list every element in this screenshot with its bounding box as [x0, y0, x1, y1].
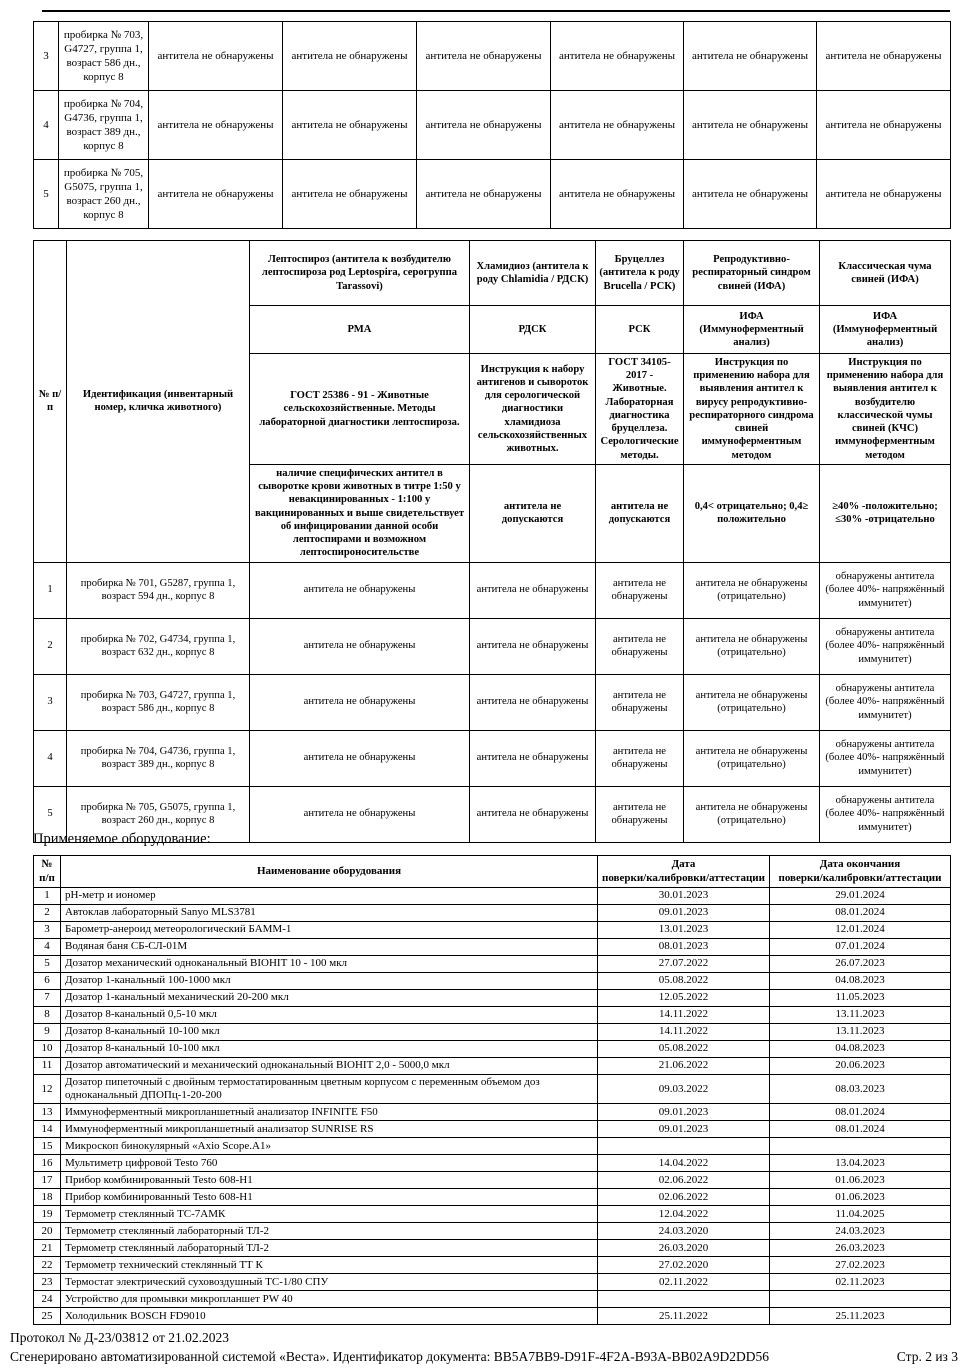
- equipment-number-cell: 19: [34, 1206, 61, 1223]
- method-header-ifa-prrs: ИФА (Иммуноферментный анализ): [684, 306, 820, 354]
- sample-result-row: [34, 730, 951, 786]
- equipment-date-verification-cell: 14.11.2022: [598, 1007, 770, 1024]
- equipment-row: [34, 1291, 951, 1308]
- equipment-number-cell: 9: [34, 1024, 61, 1041]
- equipment-number-cell: 11: [34, 1058, 61, 1075]
- csf-result-cell: обнаружены антитела (более 40%- напряжённый иммунитет): [820, 618, 951, 674]
- equipment-date-expiry-cell: 13.04.2023: [770, 1155, 951, 1172]
- equipment-name-cell: Автоклав лабораторный Sanyo MLS3781: [61, 905, 598, 922]
- equipment-name-cell: Дозатор механический одноканальный BIOHIT 10 - 100 мкл: [61, 956, 598, 973]
- animal-id-cell: пробирка № 705, G5075, группа 1, возраст 260 дн., корпус 8: [59, 160, 149, 229]
- equipment-date-verification-cell: 09.03.2022: [598, 1075, 770, 1104]
- page-cut-border: [42, 10, 950, 12]
- row-number-cell: 5: [34, 786, 67, 842]
- equipment-date-verification-cell: 14.04.2022: [598, 1155, 770, 1172]
- leptospirosis-result-cell: антитела не обнаружены: [250, 618, 470, 674]
- result-cell: антитела не обнаружены: [417, 22, 551, 91]
- equipment-name-cell: Термометр технический стеклянный ТТ К: [61, 1257, 598, 1274]
- row-number-cell: 3: [34, 22, 59, 91]
- equipment-table: [33, 855, 951, 1325]
- csf-result-cell: обнаружены антитела (более 40%- напряжённый иммунитет): [820, 730, 951, 786]
- standard-header-leptospirosis: ГОСТ 25386 - 91 - Животные сельскохозяйственные. Методы лабораторной диагностики лептоспироза.: [250, 354, 470, 465]
- equipment-number-cell: 20: [34, 1223, 61, 1240]
- result-cell: антитела не обнаружены: [283, 160, 417, 229]
- equipment-number-cell: 10: [34, 1041, 61, 1058]
- equipment-row: [34, 1041, 951, 1058]
- equipment-date-verification-cell: 12.04.2022: [598, 1206, 770, 1223]
- chlamydiosis-result-cell: антитела не обнаружены: [470, 674, 596, 730]
- equipment-number-cell: 17: [34, 1172, 61, 1189]
- equipment-date-expiry-cell: [770, 1291, 951, 1308]
- equipment-number-cell: 21: [34, 1240, 61, 1257]
- sample-result-row: [34, 618, 951, 674]
- equipment-number-cell: 13: [34, 1104, 61, 1121]
- equipment-row: [34, 1058, 951, 1075]
- equipment-name-cell: pH-метр и иономер: [61, 888, 598, 905]
- disease-header-prrs: Репродуктивно-респираторный синдром свиней (ИФА): [684, 241, 820, 306]
- equipment-date-expiry-cell: 11.05.2023: [770, 990, 951, 1007]
- equipment-name-cell: Дозатор автоматический и механический одноканальный BIOHIT 2,0 - 5000,0 мкл: [61, 1058, 598, 1075]
- equipment-row: [34, 922, 951, 939]
- result-cell: антитела не обнаружены: [684, 22, 817, 91]
- criteria-header-brucellosis: антитела не допускаются: [596, 464, 684, 562]
- result-row: [34, 91, 951, 160]
- equipment-name-cell: Термометр стеклянный ТС-7АМК: [61, 1206, 598, 1223]
- result-cell: антитела не обнаружены: [817, 160, 951, 229]
- equipment-name-cell: Дозатор пипеточный с двойным термостатированным цветным корпусом с переменным объемом доз одноканальный ДПОПц-1-20-200: [61, 1075, 598, 1104]
- method-header-rdsk: РДСК: [470, 306, 596, 354]
- equipment-date-expiry-cell: 01.06.2023: [770, 1172, 951, 1189]
- equipment-name-cell: Барометр-анероид метеорологический БАММ-1: [61, 922, 598, 939]
- equipment-name-cell: Прибор комбинированный Testo 608-H1: [61, 1172, 598, 1189]
- leptospirosis-result-cell: антитела не обнаружены: [250, 786, 470, 842]
- leptospirosis-result-cell: антитела не обнаружены: [250, 674, 470, 730]
- methods-table-body: [34, 562, 951, 842]
- equipment-row: [34, 1223, 951, 1240]
- equipment-date-verification-cell: 05.08.2022: [598, 1041, 770, 1058]
- criteria-header-prrs: 0,4< отрицательно; 0,4≥ положительно: [684, 464, 820, 562]
- chlamydiosis-result-cell: антитела не обнаружены: [470, 786, 596, 842]
- standard-header-csf: Инструкция по применению набора для выявления антител к возбудителю классической чумы свиней (КЧС) иммуноферментным методом: [820, 354, 951, 465]
- generated-by-text: Сгенерировано автоматизированной системой «Веста». Идентификатор документа: BB5A7BB9-D91F-4F2A-B93A-BB02A9D2DD56: [10, 1349, 770, 1364]
- equipment-name-cell: Дозатор 1-канальный 100-1000 мкл: [61, 973, 598, 990]
- brucellosis-result-cell: антитела не обнаружены: [596, 562, 684, 618]
- equipment-row: [34, 1024, 951, 1041]
- equipment-date-verification-cell: 09.01.2023: [598, 1104, 770, 1121]
- animal-id-cell: пробирка № 703, G4727, группа 1, возраст 586 дн., корпус 8: [59, 22, 149, 91]
- equipment-row: [34, 1206, 951, 1223]
- result-cell: антитела не обнаружены: [684, 160, 817, 229]
- header-row-number: № п/п: [34, 241, 67, 563]
- equipment-number-cell: 18: [34, 1189, 61, 1206]
- equipment-header-date-line1: Дата: [671, 858, 696, 871]
- result-cell: антитела не обнаружены: [551, 91, 684, 160]
- animal-id-cell: пробирка № 703, G4727, группа 1, возраст 586 дн., корпус 8: [67, 674, 250, 730]
- equipment-date-verification-cell: 24.03.2020: [598, 1223, 770, 1240]
- equipment-date-expiry-cell: 08.01.2024: [770, 905, 951, 922]
- continued-results-body: [34, 22, 951, 229]
- equipment-header-name: Наименование оборудования: [61, 856, 598, 888]
- row-number-cell: 5: [34, 160, 59, 229]
- equipment-number-cell: 6: [34, 973, 61, 990]
- sample-result-row: [34, 562, 951, 618]
- equipment-date-verification-cell: 21.06.2022: [598, 1058, 770, 1075]
- csf-result-cell: обнаружены антитела (более 40%- напряжённый иммунитет): [820, 674, 951, 730]
- equipment-number-cell: 15: [34, 1138, 61, 1155]
- equipment-date-verification-cell: 25.11.2022: [598, 1308, 770, 1325]
- animal-id-cell: пробирка № 704, G4736, группа 1, возраст 389 дн., корпус 8: [59, 91, 149, 160]
- equipment-header-date-verification: [598, 856, 770, 888]
- equipment-name-cell: Водяная баня СБ-СЛ-01М: [61, 939, 598, 956]
- equipment-row: [34, 990, 951, 1007]
- equipment-number-cell: 1: [34, 888, 61, 905]
- equipment-date-expiry-cell: 26.03.2023: [770, 1240, 951, 1257]
- leptospirosis-result-cell: антитела не обнаружены: [250, 730, 470, 786]
- footer-line: [10, 1349, 958, 1365]
- equipment-row: [34, 1104, 951, 1121]
- equipment-name-cell: Дозатор 1-канальный механический 20-200 мкл: [61, 990, 598, 1007]
- equipment-row: [34, 973, 951, 990]
- method-header-rma: РМА: [250, 306, 470, 354]
- animal-id-cell: пробирка № 701, G5287, группа 1, возраст 594 дн., корпус 8: [67, 562, 250, 618]
- csf-result-cell: обнаружены антитела (более 40%- напряжённый иммунитет): [820, 786, 951, 842]
- equipment-date-expiry-cell: 29.01.2024: [770, 888, 951, 905]
- test-methods-results-table: [33, 240, 951, 843]
- equipment-number-cell: 24: [34, 1291, 61, 1308]
- equipment-date-expiry-cell: 07.01.2024: [770, 939, 951, 956]
- equipment-name-cell: Мультиметр цифровой Testo 760: [61, 1155, 598, 1172]
- prrs-result-cell: антитела не обнаружены (отрицательно): [684, 618, 820, 674]
- equipment-row: [34, 1007, 951, 1024]
- sample-result-row: [34, 674, 951, 730]
- equipment-row: [34, 1308, 951, 1325]
- page-indicator: Стр. 2 из 3: [896, 1349, 958, 1364]
- chlamydiosis-result-cell: антитела не обнаружены: [470, 618, 596, 674]
- equipment-row: [34, 1155, 951, 1172]
- equipment-date-verification-cell: 14.11.2022: [598, 1024, 770, 1041]
- equipment-date-expiry-cell: 24.03.2023: [770, 1223, 951, 1240]
- equipment-header-expiry-line1: Дата окончания: [819, 858, 901, 871]
- equipment-name-cell: Термометр стеклянный лабораторный ТЛ-2: [61, 1223, 598, 1240]
- standard-header-chlamydiosis: Инструкция к набору антигенов и сывороток для серологической диагностики хламидиоза сельскохозяйственных животных.: [470, 354, 596, 465]
- method-header-rsk: РСК: [596, 306, 684, 354]
- equipment-date-verification-cell: 27.07.2022: [598, 956, 770, 973]
- equipment-name-cell: Термостат электрический суховоздушный ТС-1/80 СПУ: [61, 1274, 598, 1291]
- result-cell: антитела не обнаружены: [817, 91, 951, 160]
- result-cell: антитела не обнаружены: [417, 160, 551, 229]
- equipment-row: [34, 1172, 951, 1189]
- equipment-row: [34, 1138, 951, 1155]
- protocol-number: Протокол № Д-23/03812 от 21.02.2023: [10, 1330, 230, 1345]
- equipment-date-expiry-cell: 26.07.2023: [770, 956, 951, 973]
- continued-results-table: [33, 21, 951, 229]
- equipment-header-expiry-line2: поверки/калибровки/аттестации: [778, 871, 942, 884]
- criteria-header-csf: ≥40% -положительно; ≤30% -отрицательно: [820, 464, 951, 562]
- equipment-name-cell: Дозатор 8-канальный 10-100 мкл: [61, 1024, 598, 1041]
- result-row: [34, 22, 951, 91]
- methods-table-header: [34, 241, 951, 563]
- equipment-date-verification-cell: 02.06.2022: [598, 1189, 770, 1206]
- equipment-date-expiry-cell: [770, 1138, 951, 1155]
- disease-header-brucellosis: Бруцеллез (антитела к роду Brucella / РСК): [596, 241, 684, 306]
- equipment-date-expiry-cell: 02.11.2023: [770, 1274, 951, 1291]
- row-number-cell: 2: [34, 618, 67, 674]
- equipment-date-verification-cell: 27.02.2020: [598, 1257, 770, 1274]
- equipment-date-verification-cell: 05.08.2022: [598, 973, 770, 990]
- equipment-date-verification-cell: 08.01.2023: [598, 939, 770, 956]
- equipment-row: [34, 1121, 951, 1138]
- equipment-date-expiry-cell: 12.01.2024: [770, 922, 951, 939]
- equipment-name-cell: Иммуноферментный микропланшетный анализатор INFINITE F50: [61, 1104, 598, 1121]
- criteria-header-leptospirosis: наличие специфических антител в сыворотке крови животных в титре 1:50 у невакцинированных - 1:100 у вакцинированных и выше свидетельствует об инфицировании данной особи лептоспирами и возможном лептоспироносительстве: [250, 464, 470, 562]
- row-number-cell: 1: [34, 562, 67, 618]
- equipment-number-cell: 14: [34, 1121, 61, 1138]
- equipment-number-cell: 25: [34, 1308, 61, 1325]
- equipment-date-expiry-cell: 04.08.2023: [770, 1041, 951, 1058]
- equipment-number-cell: 5: [34, 956, 61, 973]
- result-cell: антитела не обнаружены: [684, 91, 817, 160]
- result-cell: антитела не обнаружены: [149, 22, 283, 91]
- leptospirosis-result-cell: антитела не обнаружены: [250, 562, 470, 618]
- equipment-name-cell: Микроскоп бинокулярный «Axio Scope.A1»: [61, 1138, 598, 1155]
- equipment-name-cell: Прибор комбинированный Testo 608-H1: [61, 1189, 598, 1206]
- equipment-date-expiry-cell: 08.03.2023: [770, 1075, 951, 1104]
- result-cell: антитела не обнаружены: [149, 91, 283, 160]
- standard-header-prrs: Инструкция по применению набора для выявления антител к вирусу репродуктивно-респираторного синдрома свиней иммуноферментным методом: [684, 354, 820, 465]
- brucellosis-result-cell: антитела не обнаружены: [596, 730, 684, 786]
- brucellosis-result-cell: антитела не обнаружены: [596, 674, 684, 730]
- prrs-result-cell: антитела не обнаружены (отрицательно): [684, 786, 820, 842]
- equipment-date-expiry-cell: 20.06.2023: [770, 1058, 951, 1075]
- equipment-number-cell: 3: [34, 922, 61, 939]
- result-cell: антитела не обнаружены: [149, 160, 283, 229]
- equipment-row: [34, 1240, 951, 1257]
- equipment-date-expiry-cell: 13.11.2023: [770, 1007, 951, 1024]
- result-cell: антитела не обнаружены: [817, 22, 951, 91]
- equipment-row: [34, 939, 951, 956]
- equipment-number-cell: 22: [34, 1257, 61, 1274]
- equipment-number-cell: 12: [34, 1075, 61, 1104]
- equipment-date-verification-cell: [598, 1291, 770, 1308]
- equipment-header-date-expiry: [770, 856, 951, 888]
- animal-id-cell: пробирка № 704, G4736, группа 1, возраст 389 дн., корпус 8: [67, 730, 250, 786]
- equipment-date-verification-cell: 02.06.2022: [598, 1172, 770, 1189]
- equipment-name-cell: Холодильник BOSCH FD9010: [61, 1308, 598, 1325]
- equipment-date-verification-cell: 13.01.2023: [598, 922, 770, 939]
- standard-header-brucellosis: ГОСТ 34105-2017 - Животные. Лабораторная диагностика бруцеллеза. Серологические методы.: [596, 354, 684, 465]
- animal-id-cell: пробирка № 702, G4734, группа 1, возраст 632 дн., корпус 8: [67, 618, 250, 674]
- equipment-name-cell: Дозатор 8-канальный 0,5-10 мкл: [61, 1007, 598, 1024]
- result-row: [34, 160, 951, 229]
- equipment-row: [34, 1257, 951, 1274]
- equipment-name-cell: Дозатор 8-канальный 10-100 мкл: [61, 1041, 598, 1058]
- result-cell: антитела не обнаружены: [417, 91, 551, 160]
- chlamydiosis-result-cell: антитела не обнаружены: [470, 562, 596, 618]
- row-number-cell: 4: [34, 91, 59, 160]
- equipment-date-expiry-cell: 08.01.2024: [770, 1104, 951, 1121]
- equipment-date-expiry-cell: 04.08.2023: [770, 973, 951, 990]
- equipment-date-expiry-cell: 13.11.2023: [770, 1024, 951, 1041]
- equipment-date-verification-cell: [598, 1138, 770, 1155]
- brucellosis-result-cell: антитела не обнаружены: [596, 618, 684, 674]
- equipment-header-date-line2: поверки/калибровки/аттестации: [601, 871, 765, 884]
- result-cell: антитела не обнаружены: [551, 160, 684, 229]
- row-number-cell: 4: [34, 730, 67, 786]
- disease-header-chlamydiosis: Хламидиоз (антитела к роду Chlamidia / РДСК): [470, 241, 596, 306]
- equipment-date-expiry-cell: 25.11.2023: [770, 1308, 951, 1325]
- equipment-row: [34, 905, 951, 922]
- equipment-table-body: [34, 888, 951, 1325]
- equipment-name-cell: Иммуноферментный микропланшетный анализатор SUNRISE RS: [61, 1121, 598, 1138]
- equipment-date-verification-cell: 09.01.2023: [598, 1121, 770, 1138]
- prrs-result-cell: антитела не обнаружены (отрицательно): [684, 730, 820, 786]
- result-cell: антитела не обнаружены: [283, 91, 417, 160]
- prrs-result-cell: антитела не обнаружены (отрицательно): [684, 562, 820, 618]
- equipment-table-header: [34, 856, 951, 888]
- equipment-header-number: № п/п: [34, 856, 61, 888]
- equipment-section-title: Применяемое оборудование:: [33, 831, 211, 847]
- csf-result-cell: обнаружены антитела (более 40%- напряжённый иммунитет): [820, 562, 951, 618]
- equipment-date-verification-cell: 02.11.2022: [598, 1274, 770, 1291]
- equipment-number-cell: 7: [34, 990, 61, 1007]
- equipment-row: [34, 1189, 951, 1206]
- equipment-date-verification-cell: 30.01.2023: [598, 888, 770, 905]
- equipment-name-cell: Устройство для промывки микропланшет PW 40: [61, 1291, 598, 1308]
- equipment-number-cell: 8: [34, 1007, 61, 1024]
- equipment-date-expiry-cell: 08.01.2024: [770, 1121, 951, 1138]
- equipment-row: [34, 956, 951, 973]
- header-identification: Идентификация (инвентарный номер, кличка животного): [67, 241, 250, 563]
- equipment-date-expiry-cell: 27.02.2023: [770, 1257, 951, 1274]
- chlamydiosis-result-cell: антитела не обнаружены: [470, 730, 596, 786]
- disease-header-leptospirosis: Лептоспироз (антитела к возбудителю лептоспироза род Leptospira, серогруппа Tarassovi): [250, 241, 470, 306]
- equipment-number-cell: 16: [34, 1155, 61, 1172]
- method-header-ifa-csf: ИФА (Иммуноферментный анализ): [820, 306, 951, 354]
- equipment-date-expiry-cell: 11.04.2025: [770, 1206, 951, 1223]
- prrs-result-cell: антитела не обнаружены (отрицательно): [684, 674, 820, 730]
- criteria-header-chlamydiosis: антитела не допускаются: [470, 464, 596, 562]
- equipment-row: [34, 1075, 951, 1104]
- equipment-date-expiry-cell: 01.06.2023: [770, 1189, 951, 1206]
- equipment-number-cell: 23: [34, 1274, 61, 1291]
- equipment-number-cell: 4: [34, 939, 61, 956]
- equipment-date-verification-cell: 09.01.2023: [598, 905, 770, 922]
- result-cell: антитела не обнаружены: [551, 22, 684, 91]
- equipment-row: [34, 888, 951, 905]
- animal-id-cell: пробирка № 705, G5075, группа 1, возраст 260 дн., корпус 8: [67, 786, 250, 842]
- equipment-name-cell: Термометр стеклянный лабораторный ТЛ-2: [61, 1240, 598, 1257]
- brucellosis-result-cell: антитела не обнаружены: [596, 786, 684, 842]
- equipment-date-verification-cell: 12.05.2022: [598, 990, 770, 1007]
- equipment-date-verification-cell: 26.03.2020: [598, 1240, 770, 1257]
- disease-header-csf: Классическая чума свиней (ИФА): [820, 241, 951, 306]
- result-cell: антитела не обнаружены: [283, 22, 417, 91]
- equipment-row: [34, 1274, 951, 1291]
- row-number-cell: 3: [34, 674, 67, 730]
- equipment-number-cell: 2: [34, 905, 61, 922]
